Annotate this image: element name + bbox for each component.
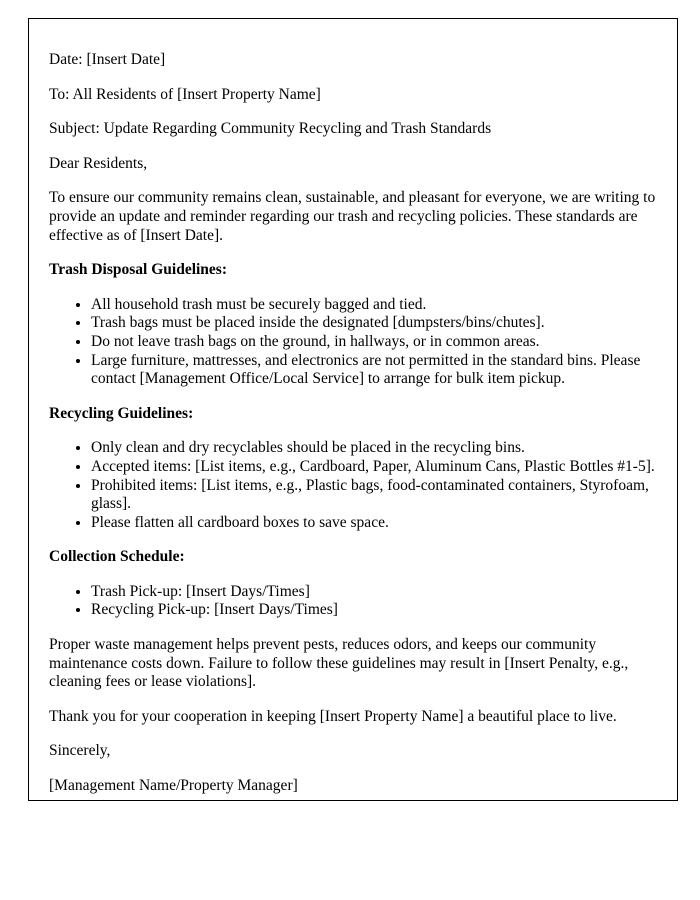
signature-line: [Management Name/Property Manager] [49,777,298,795]
recycling-guidelines-heading: Recycling Guidelines: [49,404,194,422]
recycling-guideline-item: • Accepted items: [List items, e.g., Cardboard, Paper, Aluminum Cans, Plastic Bottles #1-5]. [91,458,657,477]
recycling-guidelines-list [49,439,657,532]
collection-schedule-heading: Collection Schedule: [49,548,185,566]
schedule-item: • Recycling Pick-up: [Insert Days/Times] [91,601,657,620]
trash-guideline-item: • All household trash must be securely bagged and tied. [91,296,657,315]
subject-line: Subject: Update Regarding Community Recycling and Trash Standards [49,120,492,138]
trash-guideline-item: • Trash bags must be placed inside the designated [dumpsters/bins/chutes]. [91,314,657,333]
recycling-guideline-item: • Prohibited items: [List items, e.g., Plastic bags, food-contaminated containers, Styrofoam, glass]. [91,477,657,514]
letter-document [28,18,678,801]
collection-schedule-list [49,583,657,620]
salutation: Dear Residents, [49,154,148,172]
trash-guideline-item: • Large furniture, mattresses, and electronics are not permitted in the standard bins. Please contact [Management Office/Local Service] to arrange for bulk item pickup. [91,352,657,389]
recycling-guideline-item: • Please flatten all cardboard boxes to save space. [91,514,657,533]
date-line: Date: [Insert Date] [49,51,166,68]
closing-paragraph-1: Proper waste management helps prevent pests, reduces odors, and keeps our community maintenance costs down. Failure to follow these guidelines may result in [Insert Penalty, e.g., cleaning fees or lease violations]. [49,636,629,691]
schedule-item: • Trash Pick-up: [Insert Days/Times] [91,583,657,602]
to-line: To: All Residents of [Insert Property Name] [49,85,321,103]
recycling-guideline-item: • Only clean and dry recyclables should be placed in the recycling bins. [91,439,657,458]
closing-paragraph-2: Thank you for your cooperation in keeping [Insert Property Name] a beautiful place to live. [49,707,617,725]
trash-guideline-item: • Do not leave trash bags on the ground, in hallways, or in common areas. [91,333,657,352]
sign-off: Sincerely, [49,742,111,760]
intro-paragraph: To ensure our community remains clean, sustainable, and pleasant for everyone, we are writing to provide an update and reminder regarding our trash and recycling policies. These standards are effective as of [Insert Date]. [49,189,656,244]
trash-guidelines-list [49,296,657,389]
trash-guidelines-heading: Trash Disposal Guidelines: [49,261,228,279]
